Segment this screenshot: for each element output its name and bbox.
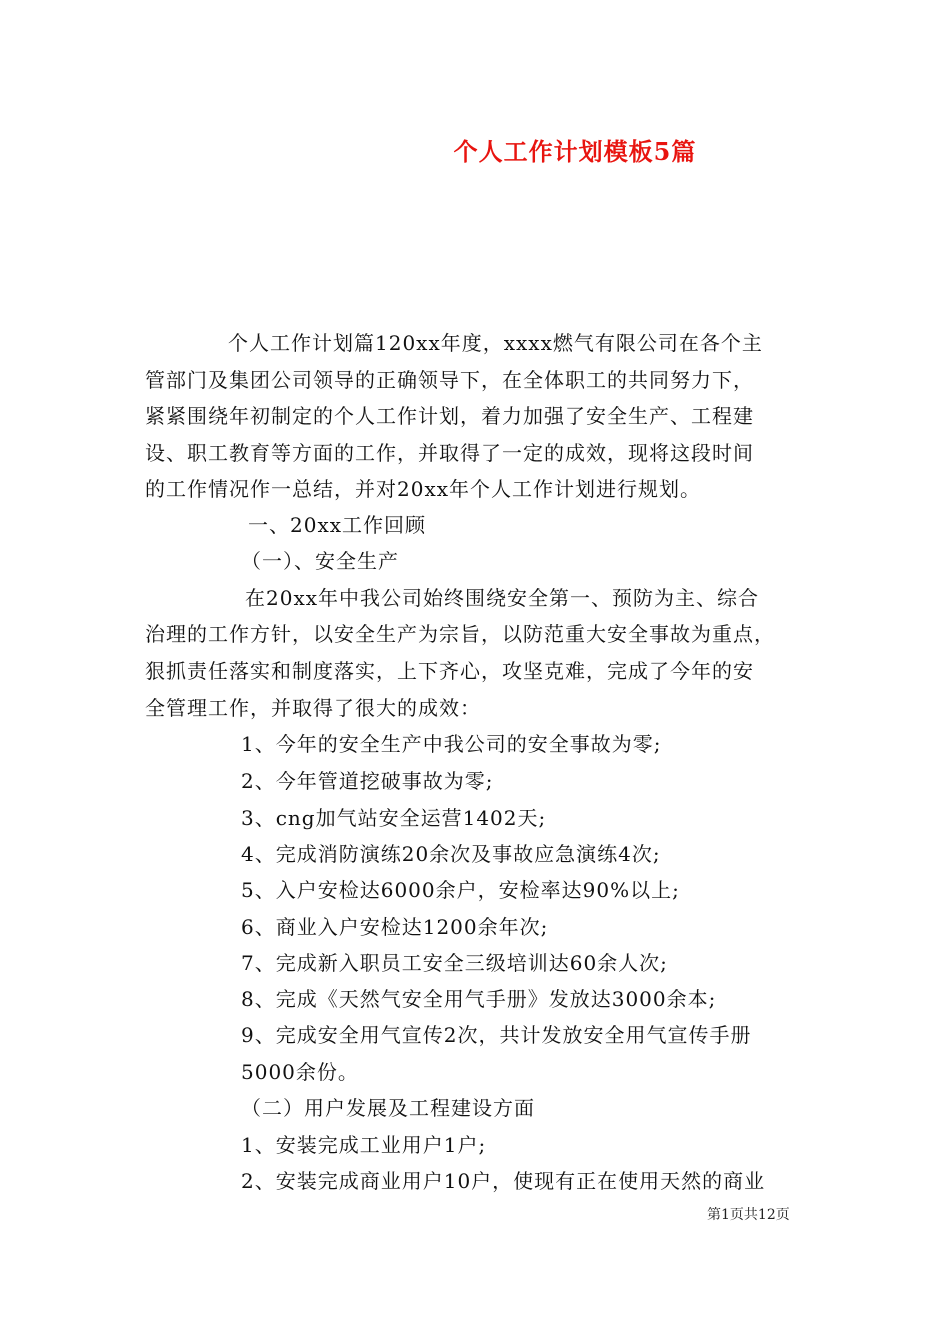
list-item: 1、安装完成工业用户1户; <box>241 1133 487 1157</box>
list-item: 8、完成《天然气安全用气手册》发放达3000余本; <box>241 987 717 1011</box>
list-item: 9、完成安全用气宣传2次，共计发放安全用气宣传手册 <box>241 1023 752 1047</box>
subsection-heading: （一）、安全生产 <box>241 549 399 573</box>
list-item: 3、cng加气站安全运营1402天; <box>241 806 547 830</box>
paragraph-line: 设、职工教育等方面的工作，并取得了一定的成效，现将这段时间 <box>145 441 754 465</box>
list-item-continuation: 5000余份。 <box>241 1060 359 1084</box>
list-item: 7、完成新入职员工安全三级培训达60余人次; <box>241 951 668 975</box>
paragraph-line: 狠抓责任落实和制度落实，上下齐心，攻坚克难，完成了今年的安 <box>145 659 754 683</box>
paragraph-line: 紧紧围绕年初制定的个人工作计划，着力加强了安全生产、工程建 <box>145 404 754 428</box>
paragraph-line: 治理的工作方针，以安全生产为宗旨，以防范重大安全事故为重点， <box>145 622 775 646</box>
page-number-footer: 第1页共12页 <box>707 1207 790 1223</box>
list-item: 6、商业入户安检达1200余年次; <box>241 915 549 939</box>
list-item: 1、今年的安全生产中我公司的安全事故为零; <box>241 732 662 756</box>
list-item: 2、今年管道挖破事故为零; <box>241 769 494 793</box>
paragraph-line: 的工作情况作一总结，并对20xx年个人工作计划进行规划。 <box>145 477 702 501</box>
list-item: 5、入户安检达6000余户，安检率达90%以上; <box>241 878 680 902</box>
section-heading: 一、20xx工作回顾 <box>248 513 427 537</box>
document-title: 个人工作计划模板5篇 <box>453 137 697 166</box>
paragraph-line: 个人工作计划篇120xx年度，xxxx燃气有限公司在各个主 <box>228 331 763 355</box>
paragraph-line: 管部门及集团公司领导的正确领导下，在全体职工的共同努力下， <box>145 368 754 392</box>
list-item: 2、安装完成商业用户10户，使现有正在使用天然的商业 <box>241 1169 766 1193</box>
paragraph-line: 在20xx年中我公司始终围绕安全第一、预防为主、综合 <box>245 586 760 610</box>
paragraph-line: 全管理工作，并取得了很大的成效： <box>145 696 481 720</box>
list-item: 4、完成消防演练20余次及事故应急演练4次; <box>241 842 661 866</box>
subsection-heading: （二）用户发展及工程建设方面 <box>241 1096 535 1120</box>
